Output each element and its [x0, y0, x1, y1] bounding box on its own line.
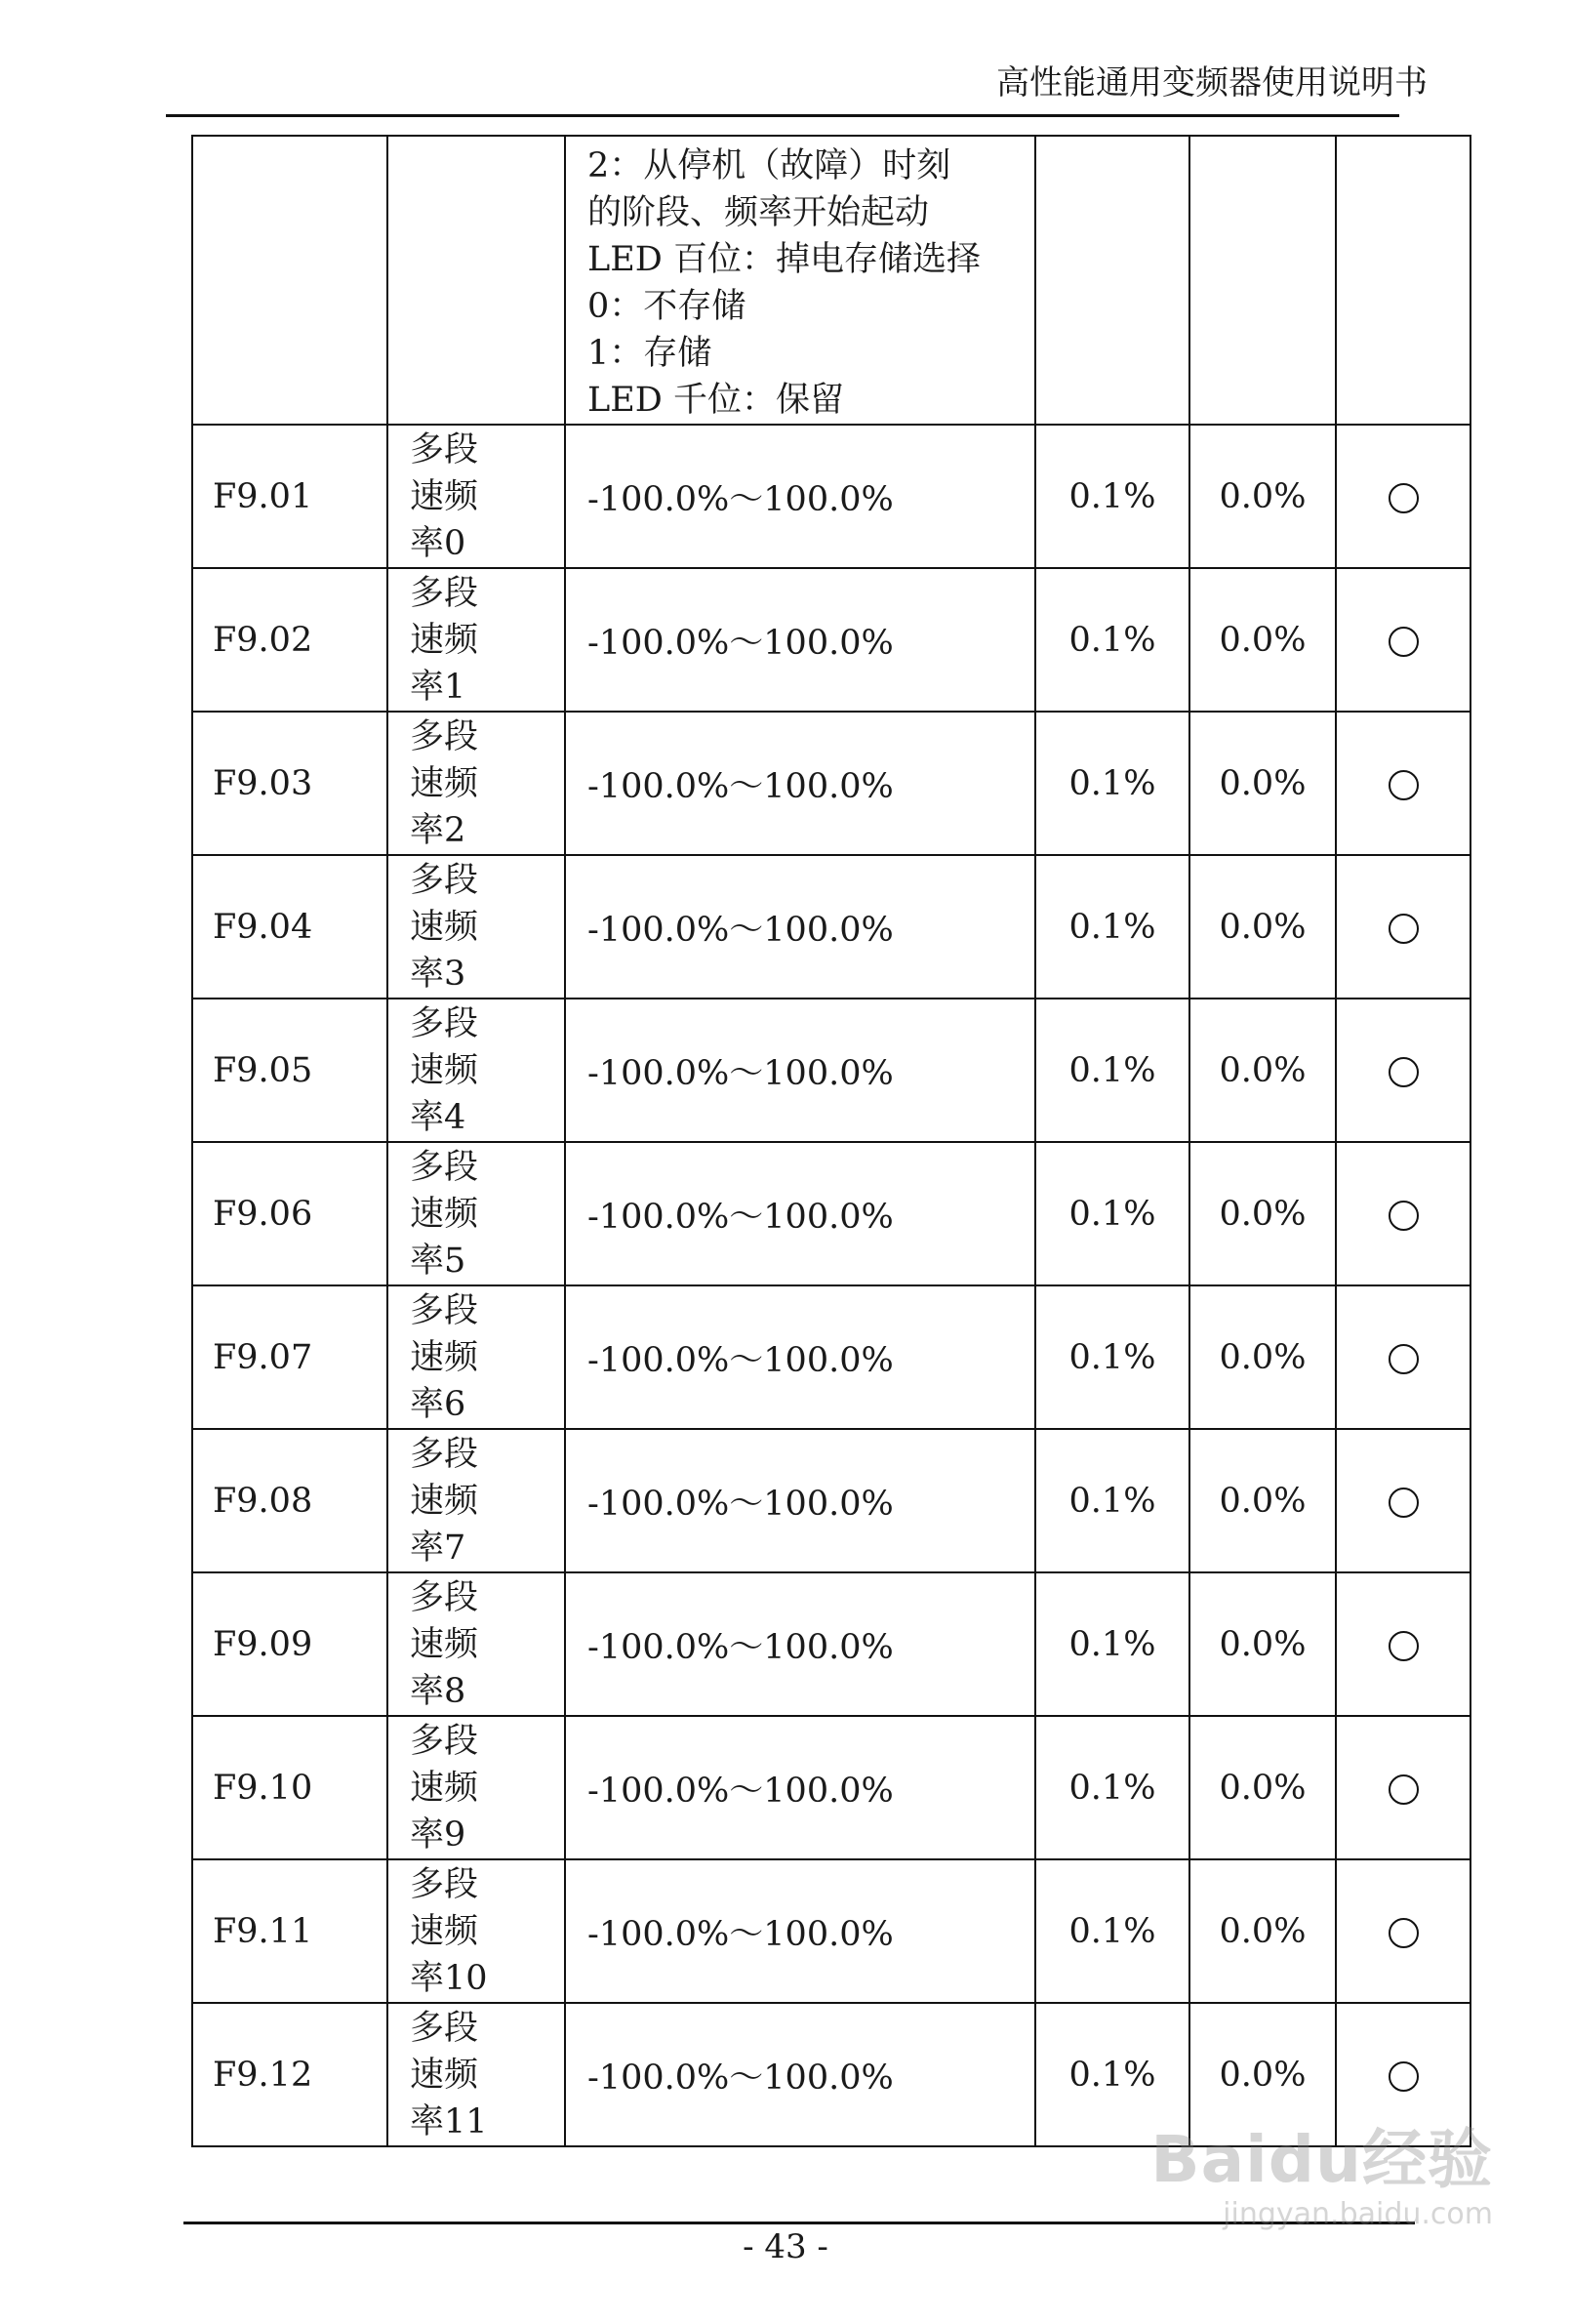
table-row — [192, 1716, 1470, 1859]
default-cell — [1189, 136, 1336, 425]
param-modify-cell — [1336, 1429, 1470, 1572]
param-name — [387, 425, 565, 568]
param-name-line: 速频 — [410, 1337, 479, 1377]
param-unit: 0.1% — [1035, 2003, 1189, 2146]
param-default: 0.0% — [1189, 999, 1336, 1142]
param-range: -100.0%～100.0% — [565, 1285, 1035, 1429]
param-range: -100.0%～100.0% — [565, 1716, 1035, 1859]
param-code: F9.10 — [192, 1716, 387, 1859]
param-name-line: 多段 — [410, 1003, 479, 1043]
param-unit: 0.1% — [1035, 1429, 1189, 1572]
param-name-line: 多段 — [410, 573, 479, 613]
code-cell — [192, 136, 387, 425]
param-modify-cell — [1336, 568, 1470, 712]
param-range: -100.0%～100.0% — [565, 1142, 1035, 1285]
baidu-watermark — [1150, 2122, 1493, 2231]
param-name-line: 多段 — [410, 1290, 479, 1330]
modifiable-circle-icon — [1389, 1488, 1419, 1518]
watermark-url: jingyan.baidu.com — [1223, 2197, 1493, 2231]
param-name — [387, 855, 565, 999]
range-line: 的阶段、频率开始起动 — [587, 193, 930, 232]
modify-cell — [1336, 136, 1470, 425]
param-modify-cell — [1336, 425, 1470, 568]
param-name-line: 多段 — [410, 1864, 479, 1904]
param-code: F9.04 — [192, 855, 387, 999]
param-unit: 0.1% — [1035, 1285, 1189, 1429]
param-name-line: 率1 — [410, 667, 466, 707]
param-code: F9.01 — [192, 425, 387, 568]
table-row — [192, 1285, 1470, 1429]
param-unit: 0.1% — [1035, 1142, 1189, 1285]
param-name-line: 速频 — [410, 476, 479, 516]
modifiable-circle-icon — [1389, 2061, 1419, 2092]
modifiable-circle-icon — [1389, 1631, 1419, 1661]
param-name — [387, 1285, 565, 1429]
param-unit: 0.1% — [1035, 1859, 1189, 2003]
param-unit: 0.1% — [1035, 1716, 1189, 1859]
param-default: 0.0% — [1189, 1429, 1336, 1572]
param-unit: 0.1% — [1035, 999, 1189, 1142]
modifiable-circle-icon — [1389, 483, 1419, 513]
param-name-line: 率0 — [410, 523, 466, 563]
param-default: 0.0% — [1189, 1285, 1336, 1429]
param-name-line: 率3 — [410, 954, 466, 994]
param-modify-cell — [1336, 712, 1470, 855]
param-unit: 0.1% — [1035, 855, 1189, 999]
param-name — [387, 1429, 565, 1572]
param-name-line: 多段 — [410, 1577, 479, 1617]
param-code: F9.03 — [192, 712, 387, 855]
table-row-continuation — [192, 136, 1470, 425]
param-range: -100.0%～100.0% — [565, 712, 1035, 855]
modifiable-circle-icon — [1389, 1918, 1419, 1948]
param-modify-cell — [1336, 1716, 1470, 1859]
header-rule — [166, 114, 1399, 117]
range-line: 1：存储 — [587, 334, 712, 373]
param-code: F9.08 — [192, 1429, 387, 1572]
param-name-line: 多段 — [410, 2008, 479, 2048]
param-name — [387, 1142, 565, 1285]
param-range: -100.0%～100.0% — [565, 568, 1035, 712]
param-name-line: 多段 — [410, 860, 479, 900]
parameter-table — [191, 135, 1471, 2147]
param-name-line: 率9 — [410, 1814, 466, 1855]
modifiable-circle-icon — [1389, 914, 1419, 944]
param-code: F9.07 — [192, 1285, 387, 1429]
param-default: 0.0% — [1189, 1716, 1336, 1859]
param-range: -100.0%～100.0% — [565, 1572, 1035, 1716]
param-range: -100.0%～100.0% — [565, 999, 1035, 1142]
param-code: F9.06 — [192, 1142, 387, 1285]
param-code: F9.09 — [192, 1572, 387, 1716]
param-modify-cell — [1336, 1285, 1470, 1429]
param-name-line: 率2 — [410, 810, 466, 850]
table-row — [192, 855, 1470, 999]
page-number: - 43 - — [743, 2227, 828, 2266]
param-range: -100.0%～100.0% — [565, 1859, 1035, 2003]
param-default: 0.0% — [1189, 1572, 1336, 1716]
param-code: F9.02 — [192, 568, 387, 712]
param-name-line: 率11 — [410, 2101, 488, 2141]
table-row — [192, 1429, 1470, 1572]
table-row — [192, 1572, 1470, 1716]
modifiable-circle-icon — [1389, 627, 1419, 657]
param-name-line: 多段 — [410, 1147, 479, 1187]
param-name-line: 率5 — [410, 1241, 466, 1281]
modifiable-circle-icon — [1389, 1344, 1419, 1374]
document-header-title: 高性能通用变频器使用说明书 — [996, 63, 1428, 102]
param-modify-cell — [1336, 1859, 1470, 2003]
table-row — [192, 425, 1470, 568]
param-name-line: 率6 — [410, 1384, 466, 1424]
modifiable-circle-icon — [1389, 770, 1419, 800]
param-unit: 0.1% — [1035, 1572, 1189, 1716]
param-name-line: 率4 — [410, 1097, 466, 1137]
modifiable-circle-icon — [1389, 1201, 1419, 1231]
param-name-line: 速频 — [410, 907, 479, 947]
param-code: F9.12 — [192, 2003, 387, 2146]
modifiable-circle-icon — [1389, 1774, 1419, 1805]
param-default: 0.0% — [1189, 568, 1336, 712]
param-name-line: 速频 — [410, 1768, 479, 1808]
param-name-line: 速频 — [410, 620, 479, 660]
range-line: 2：从停机（故障）时刻 — [587, 146, 951, 185]
param-name — [387, 568, 565, 712]
param-modify-cell — [1336, 1572, 1470, 1716]
param-name-line: 多段 — [410, 429, 479, 469]
param-unit: 0.1% — [1035, 425, 1189, 568]
param-name-line: 率8 — [410, 1671, 466, 1711]
range-line: LED 百位：掉电存储选择 — [587, 240, 981, 279]
table-row — [192, 1859, 1470, 2003]
param-default: 0.0% — [1189, 2003, 1336, 2146]
unit-cell — [1035, 136, 1189, 425]
param-name-line: 速频 — [410, 1194, 479, 1234]
param-name-line: 多段 — [410, 716, 479, 756]
param-name-line: 率10 — [410, 1958, 488, 1998]
param-name-line: 速频 — [410, 2055, 479, 2095]
param-name — [387, 999, 565, 1142]
range-line: LED 千位：保留 — [587, 381, 844, 420]
param-range: -100.0%～100.0% — [565, 855, 1035, 999]
param-name — [387, 1572, 565, 1716]
param-name-line: 速频 — [410, 1050, 479, 1090]
param-default: 0.0% — [1189, 712, 1336, 855]
param-default: 0.0% — [1189, 425, 1336, 568]
param-unit: 0.1% — [1035, 712, 1189, 855]
param-modify-cell — [1336, 855, 1470, 999]
param-name-line: 多段 — [410, 1721, 479, 1761]
name-cell — [387, 136, 565, 425]
param-code: F9.11 — [192, 1859, 387, 2003]
range-line: 0：不存储 — [587, 287, 746, 326]
modifiable-circle-icon — [1389, 1057, 1419, 1087]
param-name-line: 速频 — [410, 763, 479, 803]
watermark-logo: Baidu经验 — [1150, 2122, 1493, 2197]
table-row — [192, 568, 1470, 712]
param-unit: 0.1% — [1035, 568, 1189, 712]
param-modify-cell — [1336, 999, 1470, 1142]
table-row — [192, 1142, 1470, 1285]
param-default: 0.0% — [1189, 1859, 1336, 2003]
param-code: F9.05 — [192, 999, 387, 1142]
param-range: -100.0%～100.0% — [565, 425, 1035, 568]
param-range: -100.0%～100.0% — [565, 2003, 1035, 2146]
param-name-line: 多段 — [410, 1434, 479, 1474]
param-name — [387, 1859, 565, 2003]
param-name — [387, 712, 565, 855]
param-name-line: 速频 — [410, 1911, 479, 1951]
range-cell — [565, 136, 1035, 425]
param-name — [387, 2003, 565, 2146]
param-name-line: 速频 — [410, 1481, 479, 1521]
param-modify-cell — [1336, 1142, 1470, 1285]
table-row — [192, 712, 1470, 855]
param-default: 0.0% — [1189, 855, 1336, 999]
param-default: 0.0% — [1189, 1142, 1336, 1285]
table-row — [192, 999, 1470, 1142]
param-name — [387, 1716, 565, 1859]
param-name-line: 率7 — [410, 1528, 466, 1568]
param-name-line: 速频 — [410, 1624, 479, 1664]
param-range: -100.0%～100.0% — [565, 1429, 1035, 1572]
